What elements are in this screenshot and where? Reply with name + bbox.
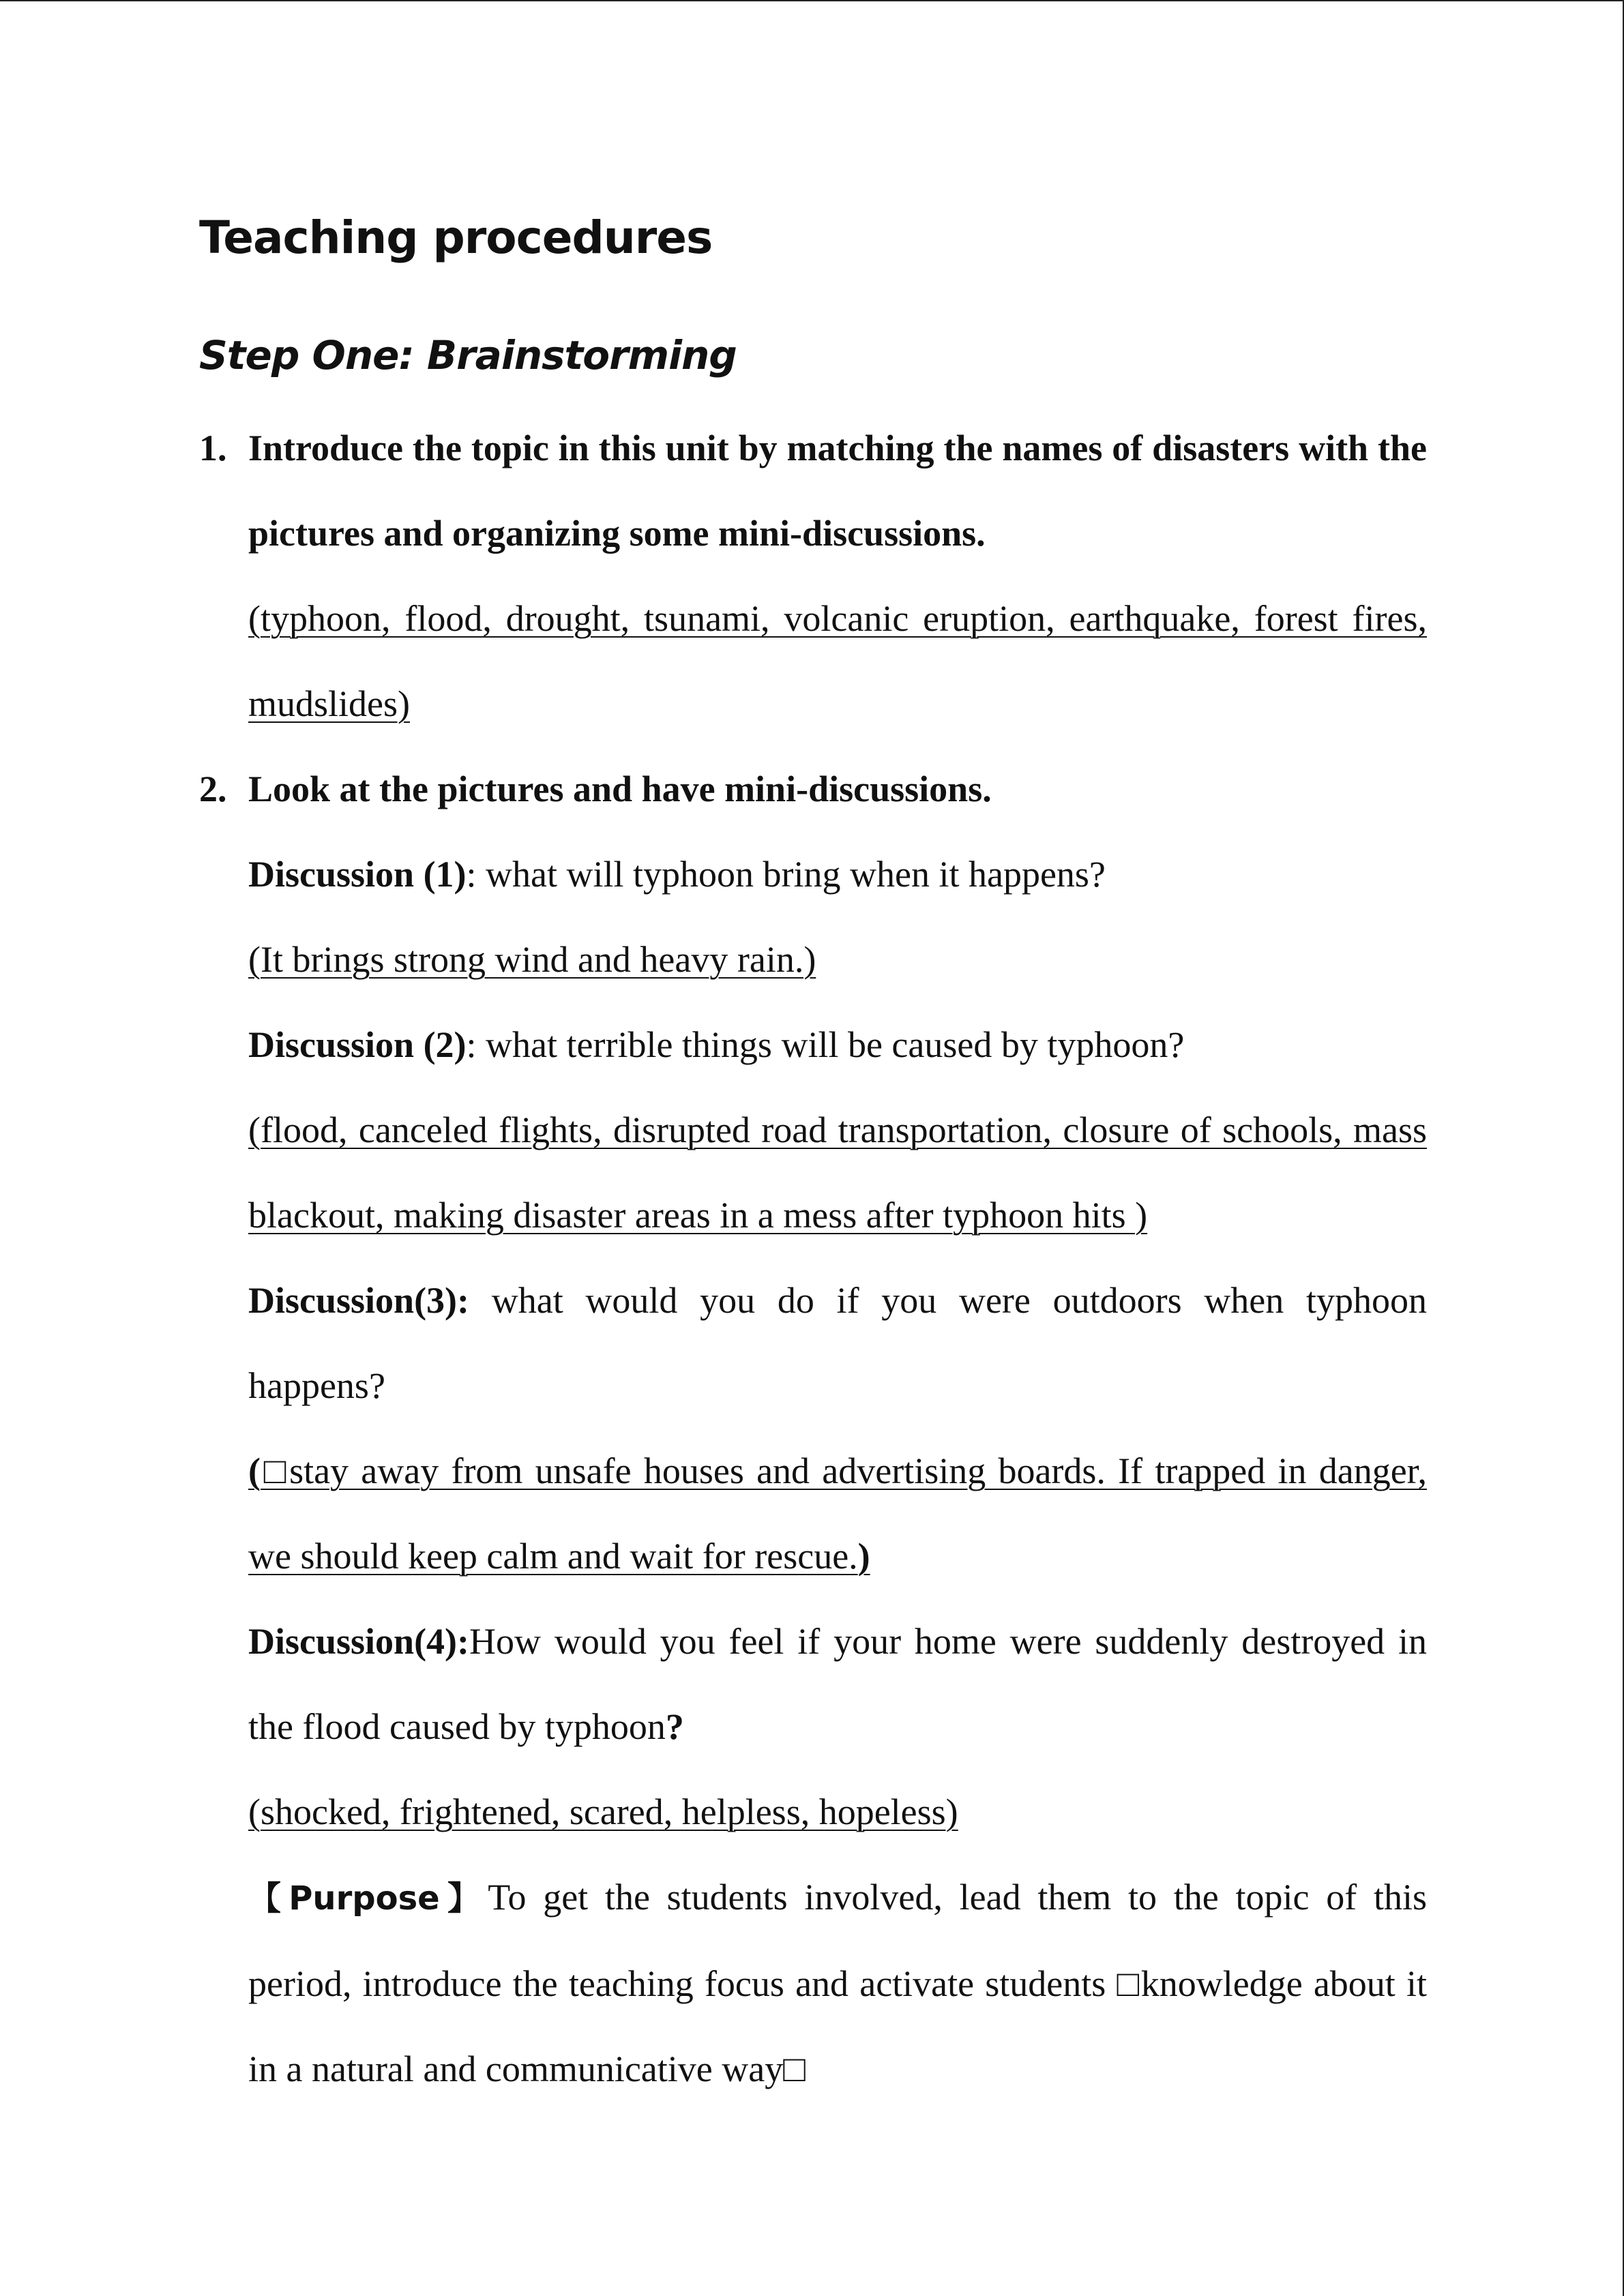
document-page xyxy=(199,205,1427,2112)
purpose-text: To get the students involved, lead them to the topic of this period, introduce the teaching focus and activate students □knowledge about it in a natural and communicative way□ xyxy=(248,1877,1427,2089)
procedure-item-1 xyxy=(199,406,1427,747)
purpose-paragraph xyxy=(248,1855,1427,2112)
discussion-answer: □stay away from unsafe houses and advertising boards. If trapped in danger, we should keep calm and wait for rescue. xyxy=(248,1450,1427,1577)
item-answer: (typhoon, flood, drought, tsunami, volcanic eruption, earthquake, forest fires, mudslides) xyxy=(248,598,1427,724)
question-mark: ? xyxy=(665,1706,684,1747)
discussion-question: How would you feel if your home were suddenly destroyed in the flood caused by typhoon xyxy=(248,1621,1427,1747)
purpose-tag: 【Purpose】 xyxy=(248,1879,488,1918)
procedure-item-2 xyxy=(199,747,1427,2112)
discussion-1 xyxy=(248,832,1427,917)
document-title: Teaching procedures xyxy=(199,211,713,264)
procedure-list xyxy=(199,406,1427,2112)
page-top-border xyxy=(0,0,1624,1)
discussion-label: Discussion(4): xyxy=(248,1621,470,1662)
discussion-answer: (flood, canceled flights, disrupted road transportation, closure of schools, mass blackout, making disaster areas in a mess after typhoon hits ) xyxy=(248,1109,1427,1236)
discussion-2 xyxy=(248,1002,1427,1088)
step-heading: Step One: Brainstorming xyxy=(199,332,737,378)
discussion-answer: (shocked, frightened, scared, helpless, hopeless) xyxy=(248,1791,958,1832)
discussion-label: Discussion(3): xyxy=(248,1280,470,1321)
discussion-question: what would you do if you were outdoors when typhoon happens? xyxy=(248,1280,1427,1406)
discussion-label: Discussion (2) xyxy=(248,1024,467,1065)
discussion-label: Discussion (1) xyxy=(248,854,467,895)
answer-close-paren: ) xyxy=(857,1536,870,1577)
item-instruction: Introduce the topic in this unit by matching the names of disasters with the pictures and organizing some mini-discussions. xyxy=(248,428,1427,554)
discussion-3 xyxy=(248,1258,1427,1429)
discussion-question: : what will typhoon bring when it happens? xyxy=(466,854,1106,895)
item-instruction: Look at the pictures and have mini-discussions. xyxy=(248,769,992,809)
answer-open-paren: ( xyxy=(248,1450,261,1491)
discussion-4 xyxy=(248,1599,1427,1770)
discussion-answer: (It brings strong wind and heavy rain.) xyxy=(248,939,816,980)
discussion-question: : what terrible things will be caused by typhoon? xyxy=(466,1024,1185,1065)
item-number: 1. xyxy=(199,428,227,468)
item-number: 2. xyxy=(199,769,227,809)
